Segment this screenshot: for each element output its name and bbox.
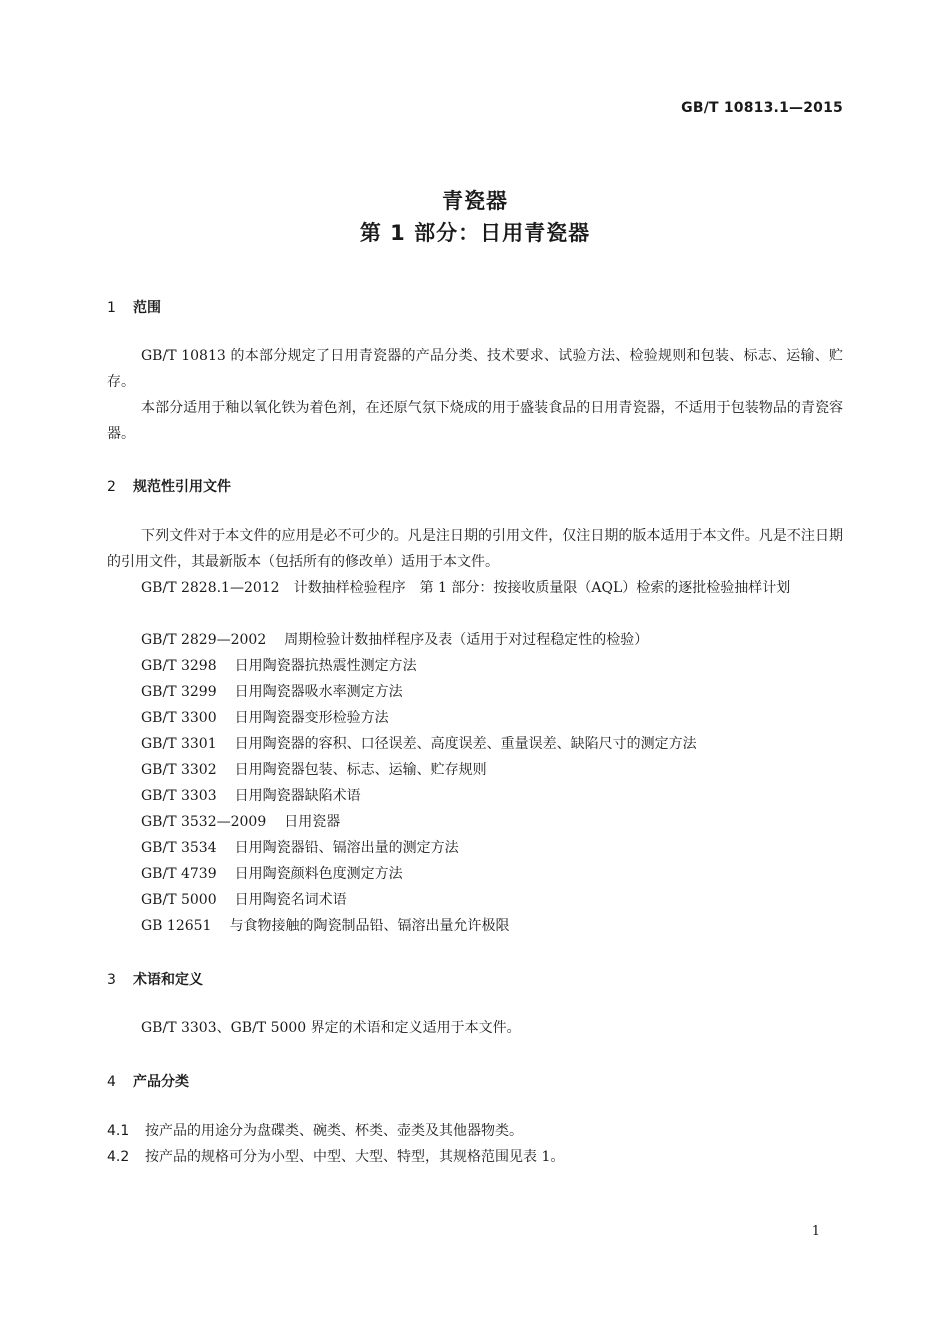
reference-title: 日用陶瓷器包装、标志、运输、贮存规则 [234,762,487,778]
section-heading-scope [107,297,161,317]
scope-paragraph-2 [107,395,843,447]
reference-title: 日用陶瓷名词术语 [234,892,347,908]
reference-title: 与食物接触的陶瓷制品铅、镉溶出量允许极限 [229,918,510,934]
clause-text: 按产品的规格可分为小型、中型、大型、特型，其规格范围见表 1。 [145,1149,565,1165]
reference-title: 日用陶瓷颜料色度测定方法 [234,866,403,882]
reference-code: GB/T 3302 [141,762,217,778]
reference-code: GB/T 3298 [141,658,217,674]
reference-item [141,627,648,653]
reference-item [141,809,340,835]
paragraph-text: 下列文件对于本文件的应用是必不可少的。凡是注日期的引用文件，仅注日期的版本适用于本文件。凡是不注日期的引用文件，其最新版本（包括所有的修改单）适用于本文件。 [107,528,843,570]
reference-item [141,705,389,731]
reference-code: GB/T 3534 [141,840,217,856]
section-number: 4 [107,1074,116,1090]
clause-4-2 [107,1144,564,1170]
section-title: 术语和定义 [133,972,203,988]
scope-paragraph-1 [107,343,843,395]
reference-item [141,861,403,887]
reference-title: 日用陶瓷器吸水率测定方法 [234,684,403,700]
reference-title: 日用陶瓷器的容积、口径误差、高度误差、重量误差、缺陷尺寸的测定方法 [234,736,697,752]
reference-title: 日用陶瓷器抗热震性测定方法 [234,658,417,674]
standard-code: GB/T 10813.1—2015 [681,100,843,116]
section-heading-classification [107,1071,189,1091]
reference-code: GB/T 3300 [141,710,217,726]
reference-title: 周期检验计数抽样程序及表（适用于对过程稳定性的检验） [284,632,649,648]
section-heading-normative-references [107,476,231,496]
section-title: 范围 [133,300,161,316]
reference-code: GB/T 5000 [141,892,217,908]
terms-paragraph [107,1015,843,1041]
reference-title: 日用陶瓷器变形检验方法 [234,710,389,726]
clause-4-1 [107,1118,523,1144]
reference-item [141,887,347,913]
document-title: 青瓷器 [442,189,508,213]
paragraph-text: GB/T 10813 的本部分规定了日用青瓷器的产品分类、技术要求、试验方法、检验规则和包装、标志、运输、贮存。 [107,348,843,390]
clause-text: 按产品的用途分为盘碟类、碗类、杯类、壶类及其他器物类。 [145,1123,523,1139]
paragraph-text: 本部分适用于釉以氧化铁为着色剂，在还原气氛下烧成的用于盛装食品的日用青瓷器，不适用于包装物品的青瓷容器。 [107,400,843,442]
reference-item [141,653,417,679]
reference-item [141,783,361,809]
clause-number: 4.1 [107,1123,130,1139]
reference-item [107,575,843,601]
reference-title: 日用陶瓷器铅、镉溶出量的测定方法 [234,840,459,856]
reference-code: GB/T 3303 [141,788,217,804]
reference-item [141,913,509,939]
section-heading-terms [107,969,203,989]
reference-code: GB/T 2829—2002 [141,632,267,648]
reference-item [141,757,487,783]
section-number: 1 [107,300,116,316]
reference-item [141,679,403,705]
document-subtitle: 第 1 部分：日用青瓷器 [359,221,591,245]
section-title: 产品分类 [133,1074,189,1090]
reference-item [141,731,697,757]
reference-text: GB/T 2828.1—2012 计数抽样检验程序 第 1 部分：按接收质量限（AQL）检索的逐批检验抽样计划 [141,580,791,596]
paragraph-text: GB/T 3303、GB/T 5000 界定的术语和定义适用于本文件。 [141,1020,521,1036]
clause-number: 4.2 [107,1149,130,1165]
section-title: 规范性引用文件 [133,479,231,495]
page-number: 1 [811,1224,820,1239]
reference-code: GB/T 3299 [141,684,217,700]
reference-item [141,835,459,861]
section-number: 3 [107,972,116,988]
reference-title: 日用瓷器 [284,814,341,830]
reference-code: GB/T 3301 [141,736,217,752]
reference-title: 日用陶瓷器缺陷术语 [234,788,361,804]
normative-intro [107,523,843,575]
reference-code: GB/T 3532—2009 [141,814,267,830]
reference-code: GB 12651 [141,918,212,934]
section-number: 2 [107,479,116,495]
reference-code: GB/T 4739 [141,866,217,882]
